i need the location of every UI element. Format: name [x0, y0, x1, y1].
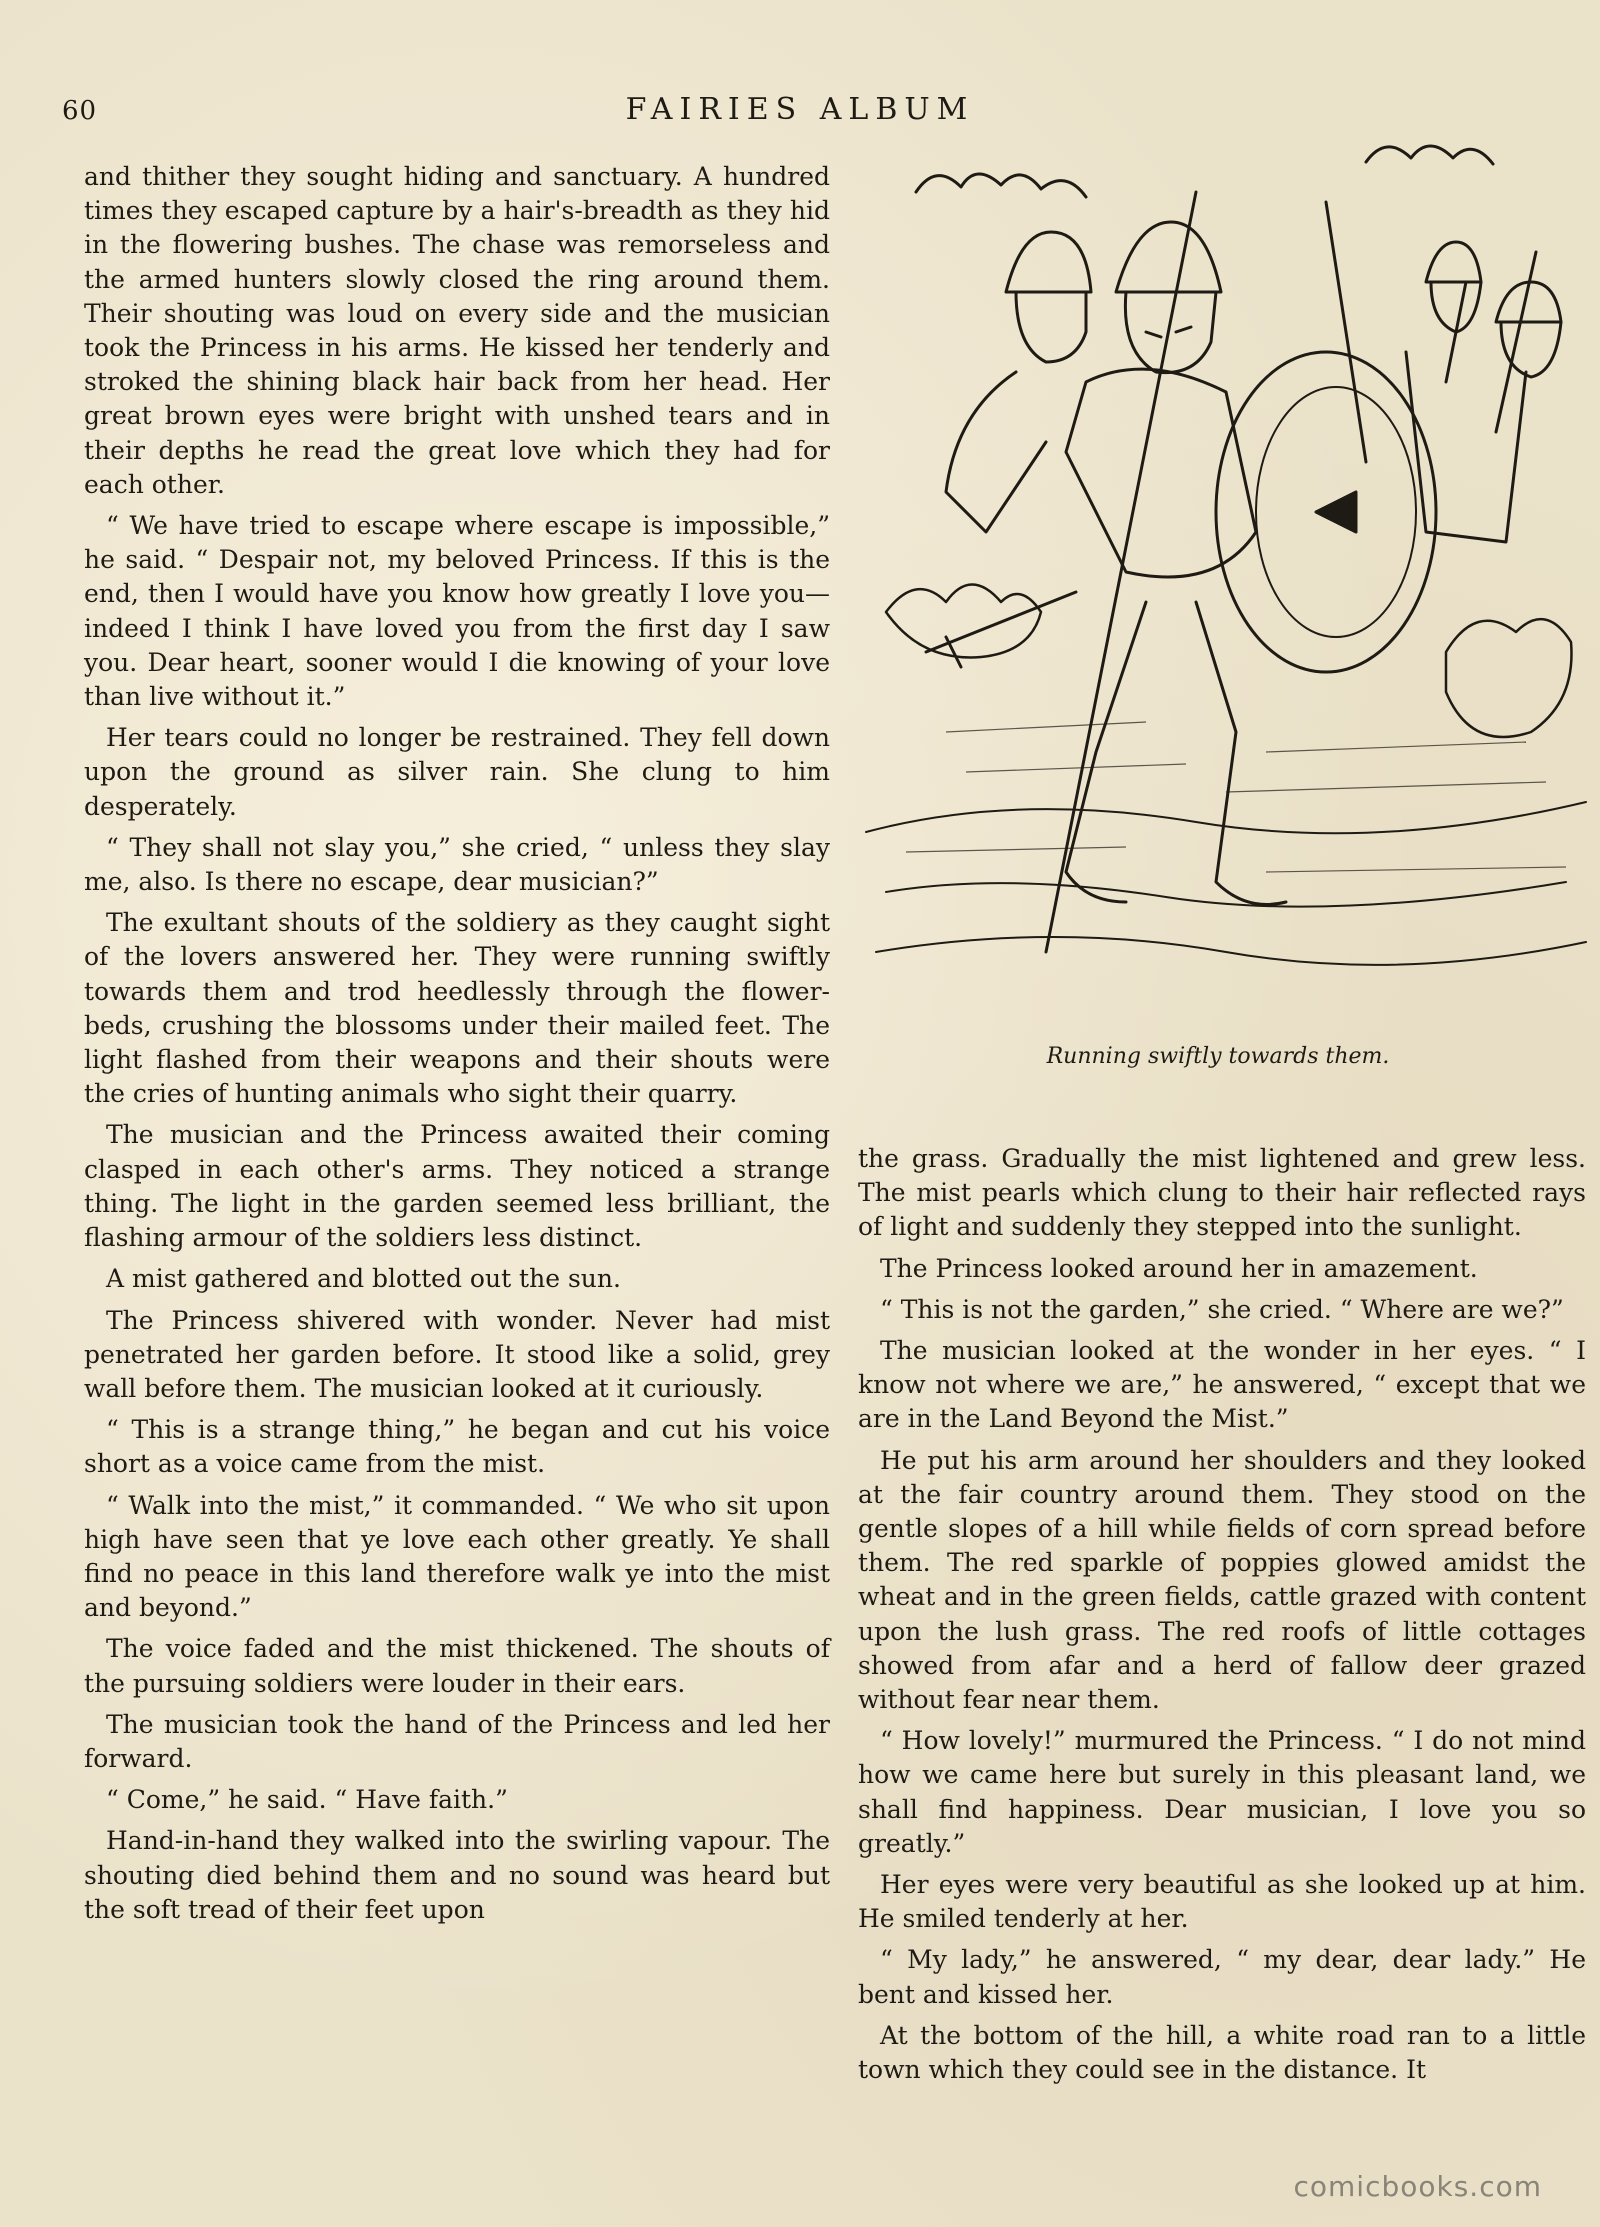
- paragraph: At the bottom of the hill, a white road ran to a little town which they could see in the distance. It: [858, 2020, 1586, 2085]
- paragraph: the grass. Gradually the mist lightened and grew less. The mist pearls which clung to their hair reflected rays of light and suddenly they stepped into the sunlight.: [858, 1144, 1586, 1242]
- paragraph: “ This is not the garden,” she cried. “ Where are we?”: [880, 1294, 1564, 1324]
- running-head: FAIRIES ALBUM: [625, 92, 975, 127]
- soldiers-illustration: [846, 132, 1590, 1032]
- paragraph: Her tears could no longer be restrained. They fell down upon the ground as silver rain. She clung to him desperately.: [84, 723, 830, 821]
- paragraph: Her eyes were very beautiful as she looked up at him. He smiled tenderly at her.: [858, 1870, 1586, 1934]
- paragraph: “ How lovely!” murmured the Princess. “ I do not mind how we came here but surely in this pleasant land, we shall find happiness. Dear musician, I love you so greatly.”: [858, 1726, 1586, 1858]
- illustration-caption: Running swiftly towards them.: [1046, 1044, 1390, 1069]
- paragraph: and thither they sought hiding and sanctuary. A hundred times they escaped capture by a hair's-breadth as they hid in the flowering bushes. The chase was remorseless and the armed hunters slowly closed the ring around them. Their shouting was loud on every side and the musician took the Princess in his arms. He kissed her tenderly and stroked the shining black hair back from her head. Her great brown eyes were bright with unshed tears and in their depths he read the great love which they had for each other.: [84, 162, 830, 499]
- paragraph: The musician looked at the wonder in her eyes. “ I know not where we are,” he answered, “ except that we are in the Land Beyond the Mist.”: [858, 1336, 1586, 1434]
- right-text-column: [858, 1142, 1586, 2094]
- paragraph: “ They shall not slay you,” she cried, “ unless they slay me, also. Is there no escape, dear musician?”: [84, 832, 830, 897]
- paragraph: The Princess shivered with wonder. Never had mist penetrated her garden before. It stood like a solid, grey wall before them. The musician looked at it curiously.: [84, 1305, 830, 1403]
- page-number: 60: [62, 96, 98, 126]
- left-text-column: [84, 160, 830, 1934]
- paragraph: “ This is a strange thing,” he began and cut his voice short as a voice came from the mist.: [84, 1415, 830, 1479]
- paragraph: The Princess looked around her in amazement.: [880, 1253, 1478, 1283]
- paragraph: The voice faded and the mist thickened. The shouts of the pursuing soldiers were louder in their ears.: [84, 1634, 830, 1698]
- paragraph: The musician and the Princess awaited their coming clasped in each other's arms. They noticed a strange thing. The light in the garden seemed less brilliant, the flashing armour of the soldiers less distinct.: [84, 1120, 830, 1253]
- paragraph: “ We have tried to escape where escape is impossible,” he said. “ Despair not, my beloved Princess. If this is the end, then I would have you know how greatly I love you—indeed I think I have loved you from the first day I saw you. Dear heart, sooner would I die knowing of your love than live without it.”: [84, 511, 830, 712]
- paragraph: Hand-in-hand they walked into the swirling vapour. The shouting died behind them and no sound was heard but the soft tread of their feet upon: [84, 1826, 830, 1924]
- watermark: comicbooks.com: [1293, 2170, 1542, 2203]
- paragraph: “ My lady,” he answered, “ my dear, dear lady.” He bent and kissed her.: [858, 1945, 1586, 2009]
- paragraph: He put his arm around her shoulders and they looked at the fair country around them. They stood on the gentle slopes of a hill while fields of corn spread before them. The red sparkle of poppies glowed amidst the wheat and in the green fields, cattle grazed with content upon the lush grass. The red roofs of little cottages showed from afar and a herd of fallow deer grazed without fear near them.: [858, 1445, 1586, 1715]
- paragraph: The musician took the hand of the Princess and led her forward.: [84, 1709, 830, 1773]
- paragraph: “ Walk into the mist,” it commanded. “ We who sit upon high have seen that ye love each other greatly. Ye shall find no peace in this land therefore walk ye into the mist and beyond.”: [84, 1490, 830, 1623]
- paragraph: A mist gathered and blotted out the sun.: [106, 1264, 621, 1294]
- paragraph: “ Come,” he said. “ Have faith.”: [106, 1785, 508, 1815]
- paragraph: The exultant shouts of the soldiery as they caught sight of the lovers answered her. They were running swiftly towards them and trod heedlessly through the flower-beds, crushing the blossoms under their mailed feet. The light flashed from their weapons and their shouts were the cries of hunting animals who sight their quarry.: [84, 908, 830, 1109]
